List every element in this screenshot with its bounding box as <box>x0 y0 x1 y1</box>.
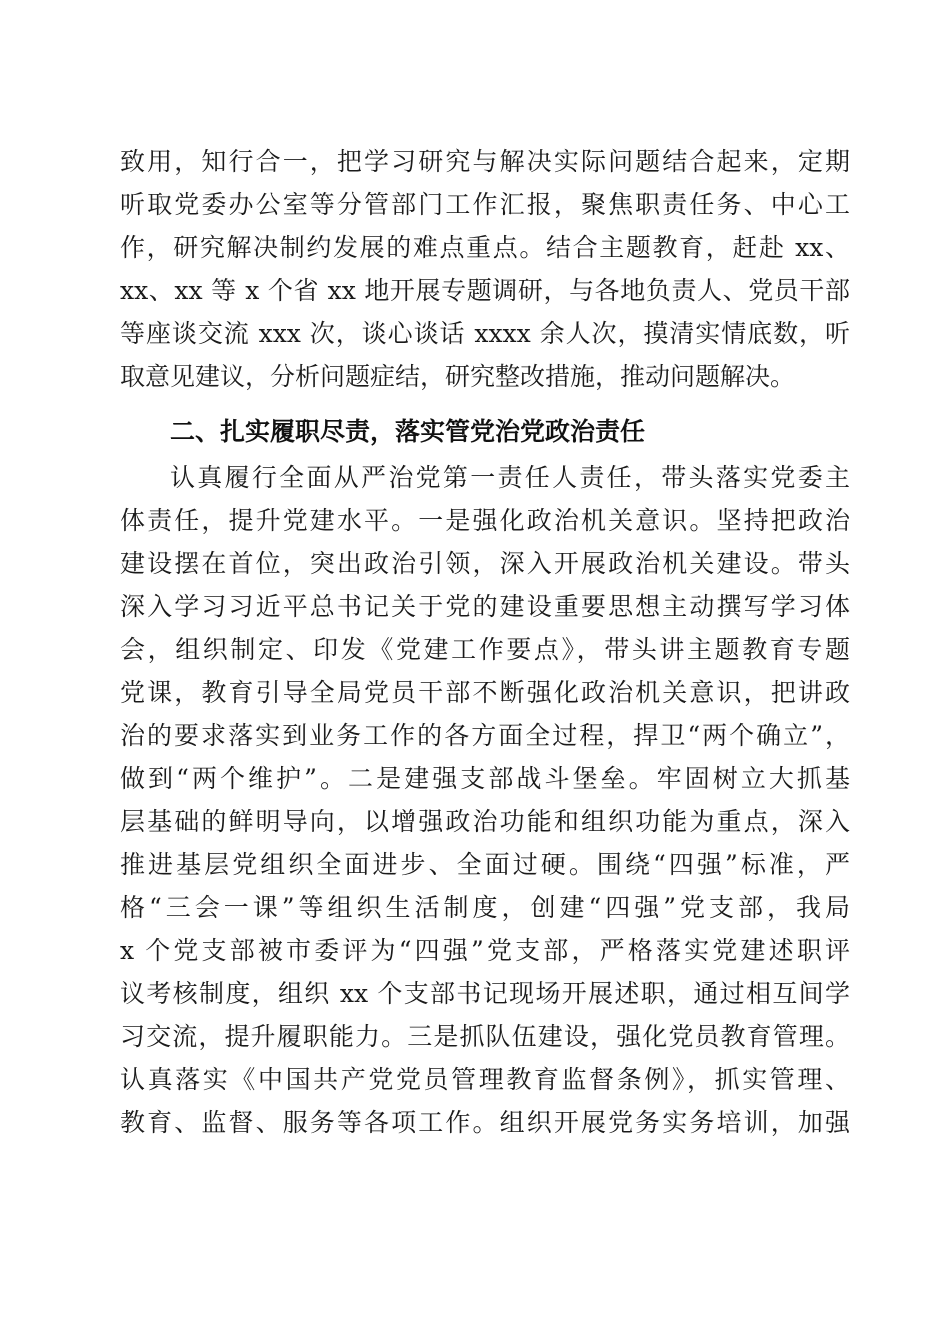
body-line: 深入学习习近平总书记关于党的建设重要思想主动撰写学习体 <box>120 592 850 621</box>
body-line: 党课，教育引导全局党员干部不断强化政治机关意识，把讲政 <box>120 678 850 707</box>
body-line: 听取党委办公室等分管部门工作汇报，聚焦职责任务、中心工 <box>120 190 850 219</box>
body-line: 等座谈交流 xxx 次，谈心谈话 xxxx 余人次，摸清实情底数，听 <box>120 319 850 348</box>
body-line: 作，研究解决制约发展的难点重点。结合主题教育，赶赴 xx、 <box>120 233 850 262</box>
section-heading: 二、扎实履职尽责，落实管党治党政治责任 <box>170 417 646 446</box>
body-line: 认真履行全面从严治党第一责任人责任，带头落实党委主 <box>170 463 850 492</box>
body-line: 认真落实《中国共产党党员管理教育监督条例》，抓实管理、 <box>120 1065 850 1094</box>
body-line: 习交流，提升履职能力。三是抓队伍建设，强化党员教育管理。 <box>120 1022 850 1051</box>
body-line: 建设摆在首位，突出政治引领，深入开展政治机关建设。带头 <box>120 549 850 578</box>
body-line: 推进基层党组织全面进步、全面过硬。围绕“四强”标准，严 <box>120 850 850 879</box>
body-line: xx、xx 等 x 个省 xx 地开展专题调研，与各地负责人、党员干部 <box>120 276 850 305</box>
body-line: 格“三会一课”等组织生活制度，创建“四强”党支部，我局 <box>120 893 850 922</box>
body-line: 治的要求落实到业务工作的各方面全过程，捍卫“两个确立”， <box>120 721 850 750</box>
body-line: 教育、监督、服务等各项工作。组织开展党务实务培训，加强 <box>120 1108 850 1137</box>
body-line: 体责任，提升党建水平。一是强化政治机关意识。坚持把政治 <box>120 506 850 535</box>
body-line: 议考核制度，组织 xx 个支部书记现场开展述职，通过相互间学 <box>120 979 850 1008</box>
body-line: 取意见建议，分析问题症结，研究整改措施，推动问题解决。 <box>120 362 796 391</box>
body-line: 会，组织制定、印发《党建工作要点》，带头讲主题教育专题 <box>120 635 850 664</box>
body-line: x 个党支部被市委评为“四强”党支部，严格落实党建述职评 <box>120 936 850 965</box>
body-line: 做到“两个维护”。二是建强支部战斗堡垒。牢固树立大抓基 <box>120 764 850 793</box>
body-line: 层基础的鲜明导向，以增强政治功能和组织功能为重点，深入 <box>120 807 850 836</box>
body-line: 致用，知行合一，把学习研究与解决实际问题结合起来，定期 <box>120 147 850 176</box>
